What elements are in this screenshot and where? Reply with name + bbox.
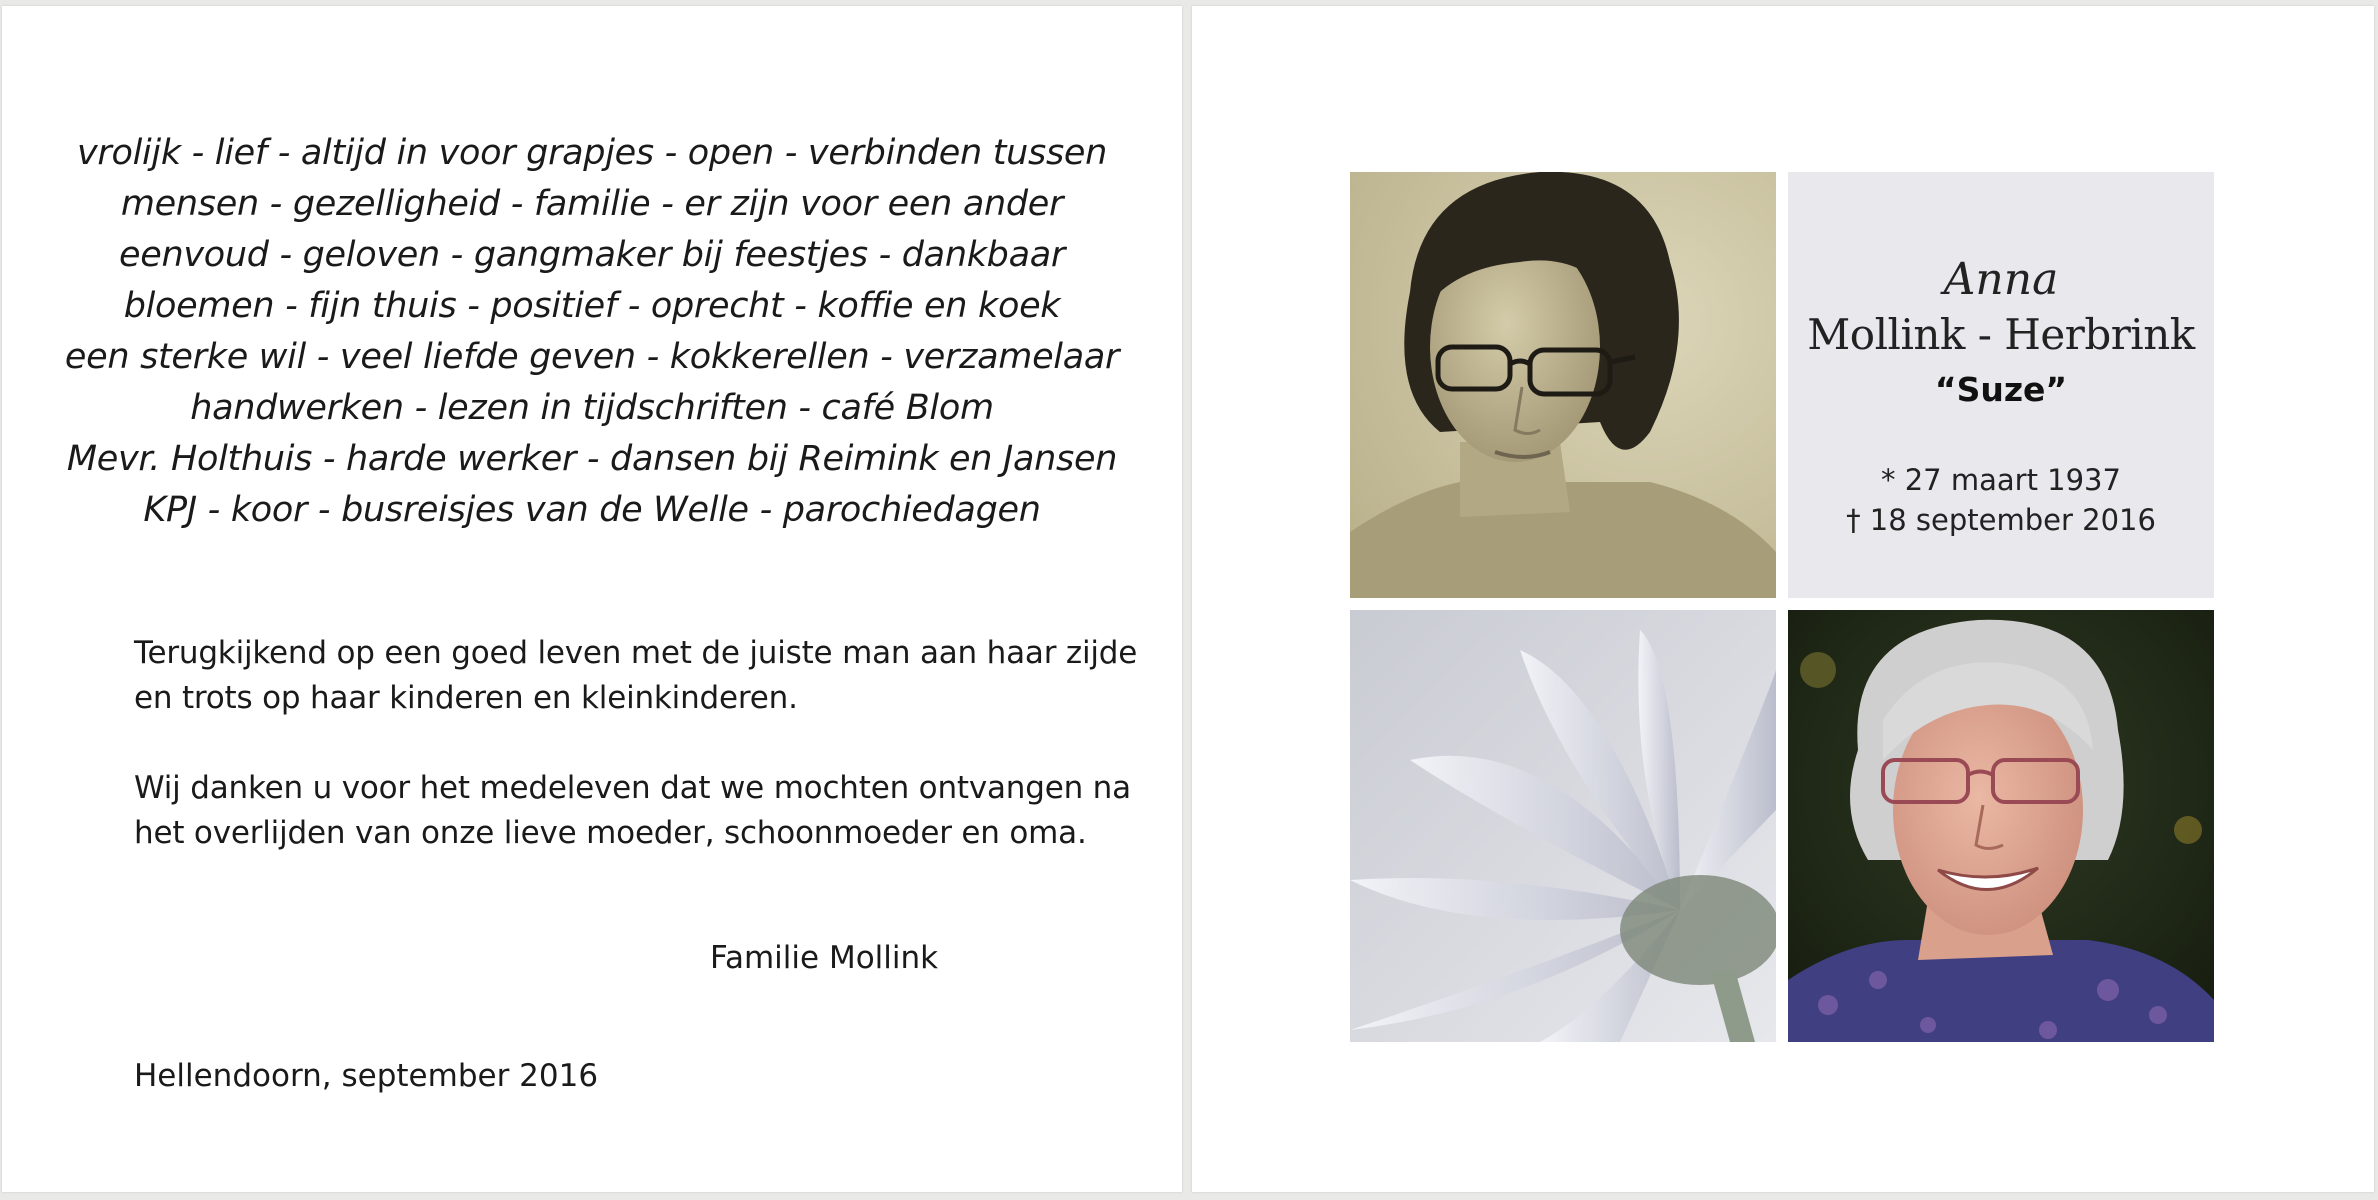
- flower-photo: [1350, 610, 1776, 1042]
- right-page: [1192, 6, 2374, 1192]
- daisy-image: [1350, 610, 1776, 1042]
- paragraph-line: het overlijden van onze lieve moeder, schoonmoeder en oma.: [134, 815, 1087, 851]
- thanks-paragraph: [134, 766, 1131, 856]
- characteristics-poem: [42, 128, 1142, 536]
- first-name: Anna: [1943, 254, 2059, 305]
- poem-line: Mevr. Holthuis - harde werker - dansen bij Reimink en Jansen: [66, 439, 1118, 479]
- poem-line: vrolijk - lief - altijd in voor grapjes - open - verbinden tussen: [76, 133, 1108, 173]
- paragraph-line: Terugkijkend op een goed leven met de juiste man aan haar zijde: [134, 635, 1138, 671]
- poem-line: handwerken - lezen in tijdschriften - café Blom: [190, 388, 994, 428]
- family-signature: Familie Mollink: [710, 940, 939, 976]
- young-portrait-image: [1350, 172, 1776, 598]
- name-card: [1788, 172, 2214, 598]
- reflection-paragraph: [134, 631, 1138, 721]
- place-and-date: Hellendoorn, september 2016: [134, 1058, 599, 1094]
- death-date: † 18 september 2016: [1846, 503, 2156, 537]
- poem-line: eenvoud - geloven - gangmaker bij feestjes - dankbaar: [118, 235, 1065, 275]
- paragraph-line: Wij danken u voor het medeleven dat we mochten ontvangen na: [134, 770, 1131, 806]
- paragraph-line: en trots op haar kinderen en kleinkinderen.: [134, 680, 798, 716]
- elderly-portrait-photo: [1788, 610, 2214, 1042]
- young-portrait-photo: [1350, 172, 1776, 598]
- nickname: “Suze”: [1934, 370, 2068, 409]
- poem-line: een sterke wil - veel liefde geven - kokkerellen - verzamelaar: [64, 337, 1120, 377]
- poem-line: mensen - gezelligheid - familie - er zijn voor een ander: [120, 184, 1064, 224]
- poem-line: bloemen - fijn thuis - positief - oprecht - koffie en koek: [123, 286, 1061, 326]
- poem-line: KPJ - koor - busreisjes van de Welle - parochiedagen: [143, 490, 1041, 530]
- surname: Mollink - Herbrink: [1807, 310, 2195, 359]
- elderly-portrait-image: [1788, 610, 2214, 1042]
- birth-date: * 27 maart 1937: [1881, 463, 2121, 497]
- left-page: [2, 6, 1182, 1192]
